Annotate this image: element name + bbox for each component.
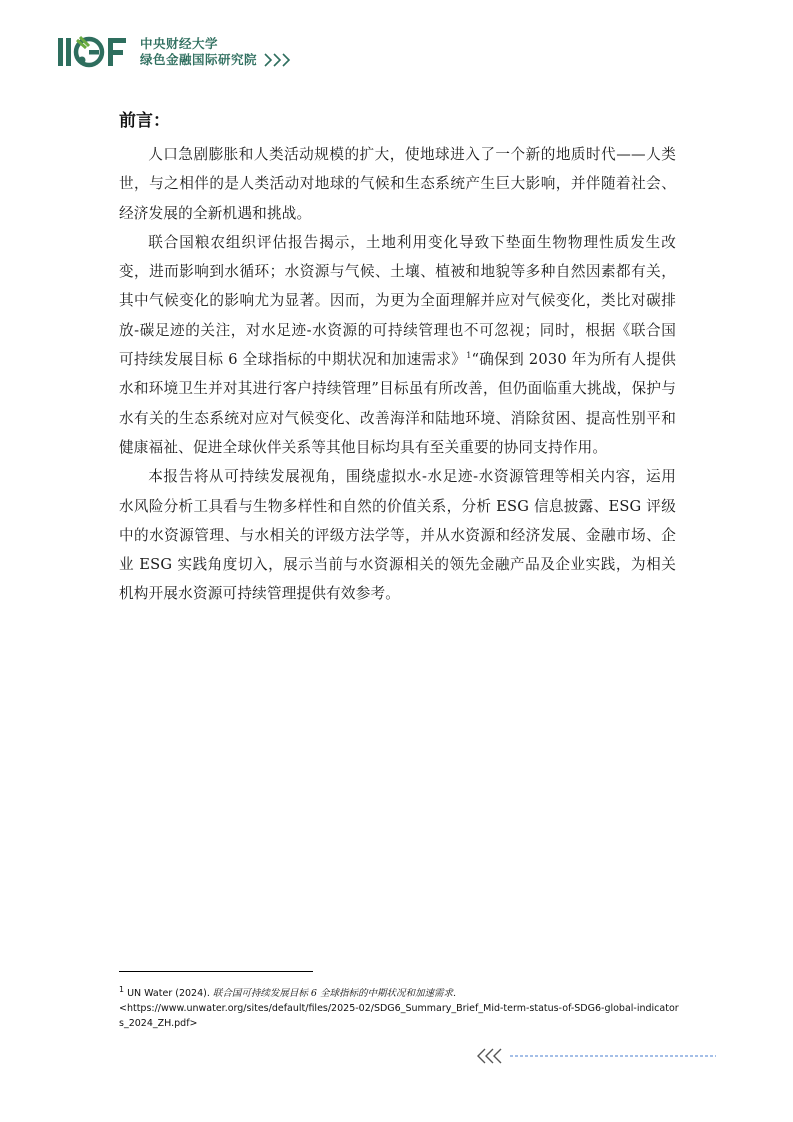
footnote-number: 1 (119, 985, 125, 994)
org-name-line1: 中央财经大学 (140, 36, 219, 51)
footer-decoration (476, 1046, 721, 1066)
chevron-right-triple-icon (263, 53, 293, 67)
footnote-reference[interactable]: 1 (466, 351, 472, 361)
page-header (58, 34, 293, 70)
paragraph-2 (119, 228, 676, 462)
org-name-line2: 绿色金融国际研究院 (140, 52, 258, 67)
paragraph-1-text: 人口急剧膨胀和人类活动规模的扩大，使地球进入了一个新的地质时代——人类世，与之相伴的是人类活动对地球的气候和生态系统产生巨大影响，并伴随着社会、经济发展的全新机遇和挑战。 (119, 146, 676, 222)
chevron-left-triple-icon (478, 1049, 501, 1063)
iigf-logo-icon (58, 34, 132, 70)
footnote (119, 982, 679, 1031)
paragraph-2-text: 联合国粮农组织评估报告揭示，土地利用变化导致下垫面生物物理性质发生改变，进而影响到水循环；水资源与气候、土壤、植被和地貌等多种自然因素都有关，其中气候变化的影响尤为显著。因而，为更为全面理解并应对气候变化，类比对碳排放-碳足迹的关注，对水足迹-水资源的可持续管理也不可忽视；同时，根据《联合国可持续发展目标 6 全球指标的中期状况和加速需求》 (119, 233, 676, 369)
section-title: 前言： (119, 111, 170, 131)
footnote-title: 联合国可持续发展目标 6 全球指标的中期状况和加速需求. (212, 988, 456, 1000)
organization-name (140, 36, 293, 68)
footnote-citation (119, 982, 679, 1001)
paragraph-3-text: 本报告将从可持续发展视角，围绕虚拟水-水足迹-水资源管理等相关内容，运用水风险分析工具看与生物多样性和自然的价值关系，分析 ESG 信息披露、ESG 评级中的水资源管理、与水相关的评级方法学等，并从水资源和经济发展、金融市场、企业 ESG 实践角度切入，展示当前与水资源相关的领先金融产品及企业实践，为相关机构开展水资源可持续管理提供有效参考。 (119, 468, 676, 603)
paragraph-1 (119, 140, 676, 228)
paragraph-3 (119, 462, 676, 608)
body-text (119, 140, 676, 609)
footnote-url[interactable]: <https://www.unwater.org/sites/default/files/2025-02/SDG6_Summary_Brief_Mid-term-status-of-SDG6-global-indicators_2024_ZH.pdf> (119, 1003, 679, 1030)
paragraph-2-text-continued: “确保到 2030 年为所有人提供水和环境卫生并对其进行客户持续管理”目标虽有所改善，但仍面临重大挑战，保护与水有关的生态系统对应对气候变化、改善海洋和陆地环境、消除贫困、提高性别平和健康福祉、促进全球伙伴关系等其他目标均具有至关重要的协同支持作用。 (119, 351, 676, 456)
footnote-divider (119, 971, 313, 972)
footnote-source: UN Water (2024). (127, 988, 210, 1000)
